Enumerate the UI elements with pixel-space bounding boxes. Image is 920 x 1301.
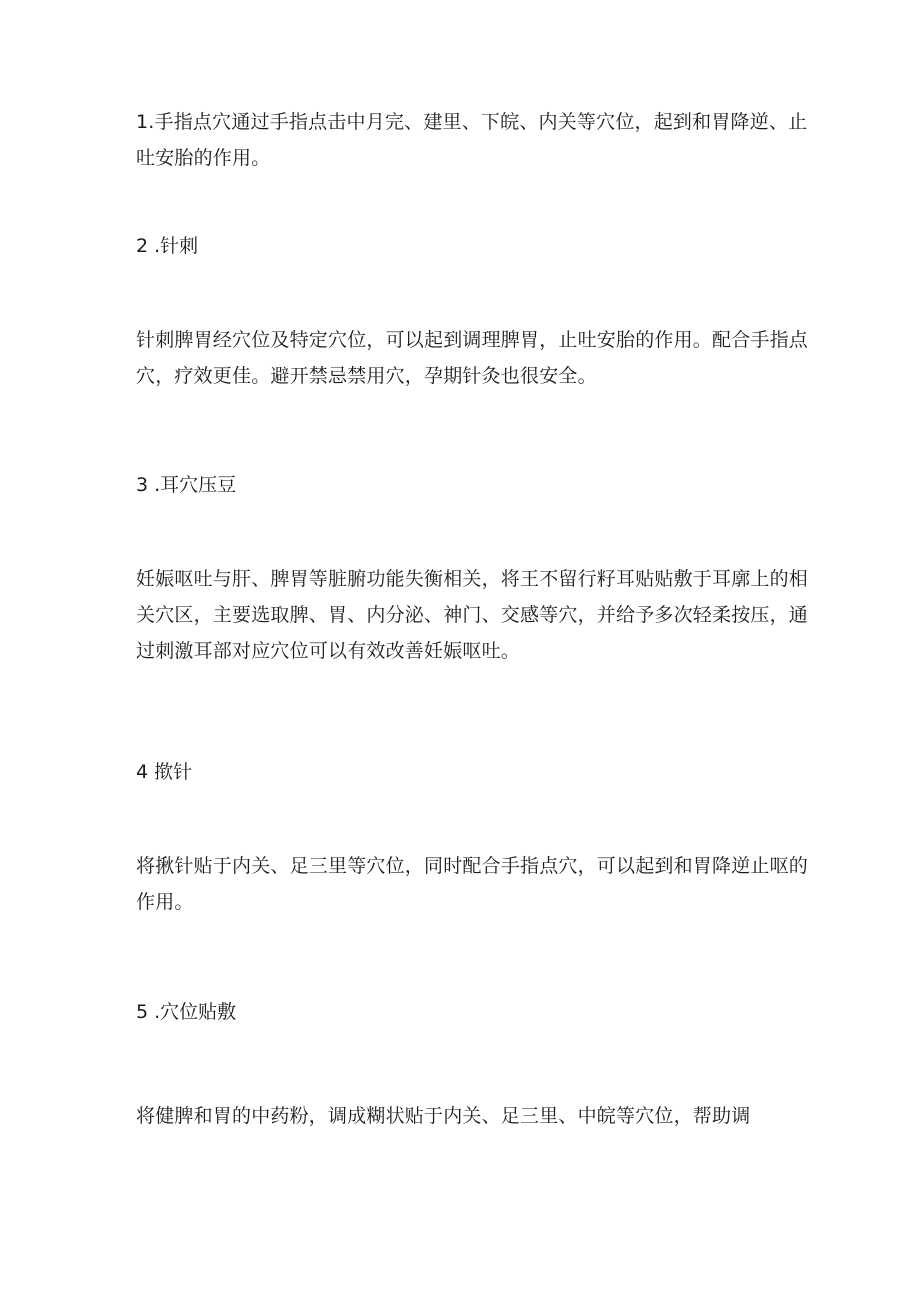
paragraph-line: 1.手指点穴通过手指点击中月完、建里、下皖、内关等穴位，起到和胃降逆、止 [136, 111, 808, 133]
paragraph-line: 将揪针贴于内关、足三里等穴位，同时配合手指点穴，可以起到和胃降逆止呕的 [136, 855, 809, 877]
paragraph-line: 将健脾和胃的中药粉，调成糊状贴于内关、足三里、中皖等穴位，帮助调 [136, 1105, 751, 1127]
paragraph-acupoint-patch [136, 1098, 796, 1134]
paragraph-line: 关穴区，主要选取脾、胃、内分泌、神门、交感等穴，并给予多次轻柔按压，通 [136, 604, 809, 626]
paragraph-ear-seeds [136, 561, 809, 669]
paragraph-line: 过刺激耳部对应穴位可以有效改善妊娠呕吐。 [136, 640, 521, 662]
paragraph-acupuncture [136, 322, 809, 394]
section-heading-press-needle: 4 揿针 [136, 761, 193, 783]
paragraph-line: 针刺脾胃经穴位及特定穴位，可以起到调理脾胃，止吐安胎的作用。配合手指点 [136, 329, 809, 351]
section-heading-acupuncture: 2 .针刺 [136, 235, 199, 257]
section-heading-acupoint-patch: 5 .穴位贴敷 [136, 1001, 237, 1023]
paragraph-press-needle [136, 848, 809, 920]
section-heading-ear-seeds: 3 .耳穴压豆 [136, 474, 237, 496]
paragraph-line: 妊娠呕吐与肝、脾胃等脏腑功能失衡相关，将王不留行籽耳贴贴敷于耳廓上的相 [136, 568, 809, 590]
paragraph-line: 作用。 [136, 891, 194, 913]
paragraph-acupressure [136, 104, 808, 176]
paragraph-line: 穴，疗效更佳。避开禁忌禁用穴，孕期针灸也很安全。 [136, 365, 597, 387]
paragraph-line: 吐安胎的作用。 [136, 147, 271, 169]
